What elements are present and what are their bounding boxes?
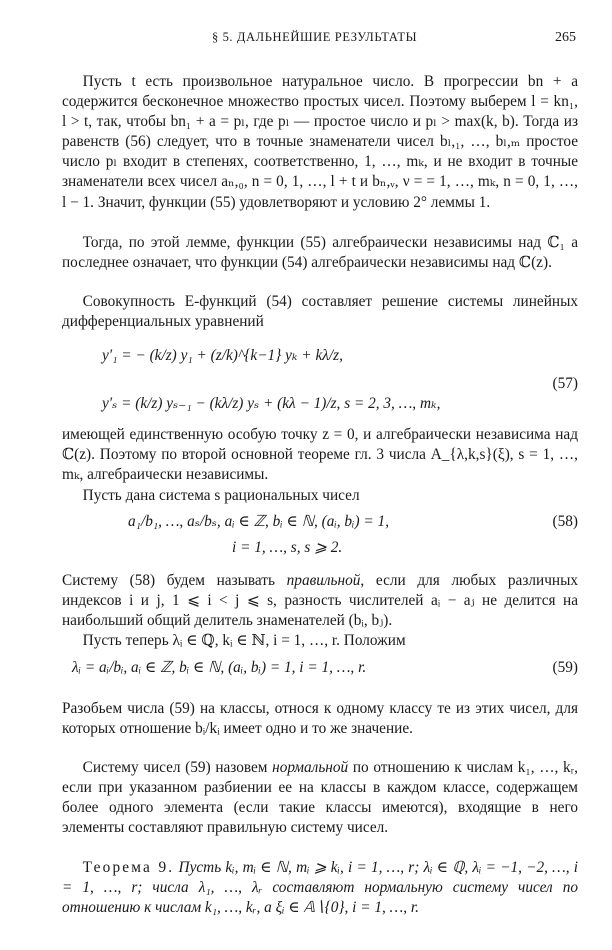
- page-header: [62, 30, 576, 50]
- paragraph-lambda-setup: Пусть теперь λᵢ ∈ ℚ, kᵢ ∈ ℕ, i = 1, …, r. Положим: [82, 632, 406, 649]
- paragraph-rational-system: Пусть дана система s рациональных чисел: [82, 487, 360, 504]
- theorem-label: Теорема 9.: [82, 859, 175, 876]
- term-regular: правильной: [286, 572, 361, 589]
- term-normal: нормальной: [272, 759, 349, 776]
- running-title: § 5. ДАЛЬНЕЙШИЕ РЕЗУЛЬТАТЫ: [212, 30, 418, 44]
- paragraph-regular-definition: Систему (58) будем называть правильной, если для любых различных индексов i и j, 1 ⩽ i < j ⩽ s, разность числителей aᵢ − aⱼ не делится на наибольший общий делитель знаменателей (bᵢ, bⱼ).: [62, 572, 578, 630]
- paragraph-singular-point: имеющей единственную особую точку z = 0, и алгебраически независима над ℂ(z). Поэтому по второй основной теореме гл. 3 числа A_{λ,k,s}(ξ), s = 1, …, mₖ, алгебраически независимы.: [62, 426, 578, 484]
- theorem-9: [62, 858, 578, 918]
- paragraph-class-partition: Разобьем числа (59) на классы, относя к одному классу те из этих чисел, для которых отношение bᵢ/kᵢ имеет одно и то же значение.: [62, 700, 578, 738]
- paragraph-normal-definition: Систему чисел (59) назовем нормальной по отношению к числам k₁, …, kᵣ, если при указанном разбиении ее на классы в каждом классе, содержащем более одного элемента (если такие классы имеются), входящие в него элементы составляют правильную систему чисел.: [62, 759, 578, 837]
- paragraph-algebraic-independence: Тогда, по этой лемме, функции (55) алгебраически независимы над ℂ₁ а последнее означает, что функции (54) алгебраически независимы над ℂ(z).: [62, 234, 578, 272]
- theorem-statement: Пусть kᵢ, mᵢ ∈ ℕ, mᵢ ⩾ kᵢ, i = 1, …, r; λᵢ ∈ ℚ, λᵢ = −1, −2, …, i = 1, …, r; числа λ₁, …, λᵣ составляют нормальную систему чисел по отношению к числам k₁, …, kᵣ, а ξᵢ ∈ 𝔸∖{0}, i = 1, …, r.: [62, 859, 578, 917]
- paragraph-primes-in-progression: Пусть t есть произвольное натуральное число. В прогрессии bn + a содержится бесконечное множество простых чисел. Поэтому выберем l = kn₁, l > t, так, чтобы bn₁ + a = pₗ, где pₗ — простое число и pₗ > max(k, b). Тогда из равенств (56) следует, что в точные знаменатели чисел bₗ,₁, …, bₗ,ₘ простое число pₗ входит в степенях, соответственно, 1, …, mₖ, и не входит в точные знаменатели всех чисел aₙ,₀, n = 0, 1, …, l + t и bₙ,ᵥ, ν = = 1, …, mₖ, n = 0, 1, …, l − 1. Значит, функции (55) удовлетворяют и условию 2° леммы 1.: [62, 73, 578, 211]
- page-number: 265: [555, 30, 576, 45]
- equation-number-58: (58): [552, 513, 578, 530]
- equation-number-57: (57): [552, 375, 578, 392]
- book-page: § 5. ДАЛЬНЕЙШИЕ РЕЗУЛЬТАТЫ 265 Пусть t есть произвольное натуральное число. В прогрессии bn + a содержится бесконечное множество простых чисел. Поэтому выберем l = kn₁, l > t, так, чтобы bn₁ + a = pₗ, где pₗ — простое число и pₗ > max(k, b). Тогда из равенств (56) следует, что в точные знаменатели чисел bₗ,₁, …, bₗ,ₘ простое число pₗ входит в степенях, соответственно, 1, …, mₖ, и не входит в точные знаменатели всех чисел aₙ,₀, n = 0, 1, …, l + t и bₙ,ᵥ, ν = = 1, …, mₖ, n = 0, 1, …, l − 1. Значит, функции (55) удовлетворяют и условию 2° леммы 1. Тогда, по этой лемме, функции (55) алгебраически независимы над ℂ₁ а последнее означает, что функции (54) алгебраически независимы над ℂ(z). Совокупность E-функций (54) составляет решение системы линейных дифференциальных уравнений y′₁ = − (k/z) y₁ + (z/k)^{k−1} yₖ + kλ/z, (57) y′ₛ = (k/z) yₛ₋₁ − (kλ/z) yₛ + (kλ − 1)/z, s = 2, 3, …, mₖ, имеющей единственную особую точку z = 0, и алгебраически независима над ℂ(z). Поэтому по второй основной теореме гл. 3 числа A_{λ,k,s}(ξ), s = 1, …, mₖ, алгебраически независимы. Пусть дана система s рациональных чисел a₁/b₁, …, aₛ/bₛ, aᵢ ∈ ℤ, bᵢ ∈ ℕ, (aᵢ, bᵢ) = 1, (58) i = 1, …, s, s ⩾ 2. Систему (58) будем называть правильной, если для любых различных индексов i и j, 1 ⩽ i < j ⩽ s, разность числителей aᵢ − aⱼ не делится на наибольший общий делитель знаменателей (bᵢ, bⱼ). Пусть теперь λᵢ ∈ ℚ, kᵢ ∈ ℕ, i = 1, …, r. Положим λᵢ = aᵢ/bᵢ, aᵢ ∈ ℤ, bᵢ ∈ ℕ, (aᵢ, bᵢ) = 1, i = 1, …, r. (59) Разобьем числа (59) на классы, относя к одному классу те из этих чисел, для которых отношение bᵢ/kᵢ имеет одно и то же значение. Систему чисел (59) назовем нормальной по отношению к числам k₁, …, kᵣ, если при указанном разбиении ее на классы в каждом классе, содержащем более одного элемента (если такие классы имеются), входящие в него элементы составляют правильную систему чисел. Теорема 9. Пусть kᵢ, mᵢ ∈ ℕ, mᵢ ⩾ kᵢ, i = 1, …, r; λᵢ ∈ ℚ, λᵢ = −1, −2, …, i = 1, …, r; числа λ₁, …, λᵣ составляют нормальную систему чисел по отношению к числам k₁, …, kᵣ, а ξᵢ ∈ 𝔸∖{0}, i = 1, …, r.: [0, 0, 612, 950]
- paragraph-system-intro: Совокупность E-функций (54) составляет решение системы линейных дифференциальных уравнений: [62, 293, 578, 331]
- equation-number-59: (59): [552, 659, 578, 676]
